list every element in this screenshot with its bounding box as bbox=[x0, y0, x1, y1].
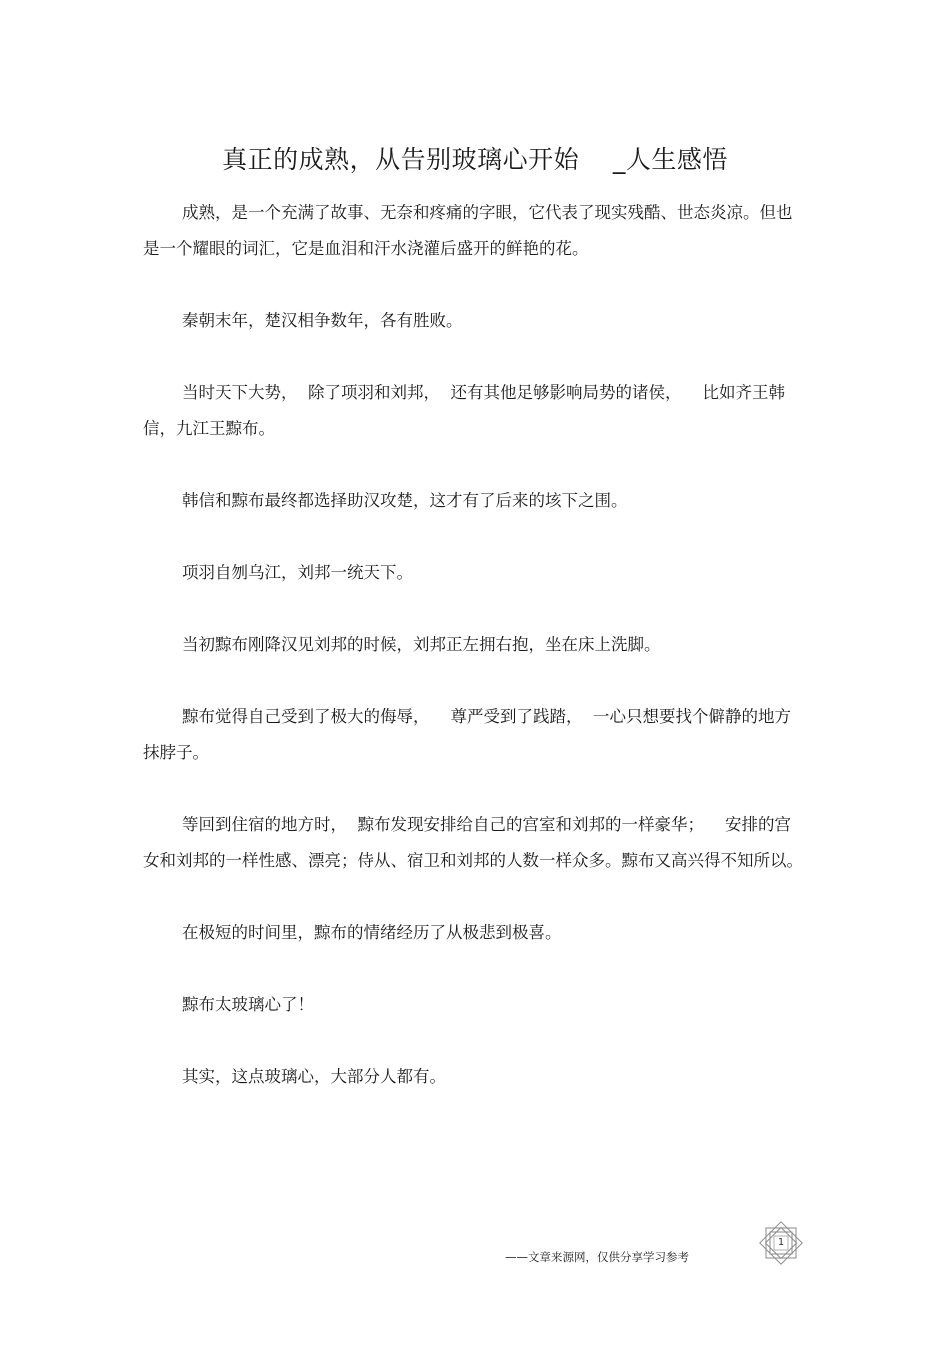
paragraph: 黥布觉得自己受到了极大的侮辱， 尊严受到了践踏， 一心只想要找个僻静的地方抹脖子。 bbox=[143, 707, 791, 762]
paragraph: 项羽自刎乌江，刘邦一统天下。 bbox=[182, 563, 413, 582]
paragraph: 成熟，是一个充满了故事、无奈和疼痛的字眼，它代表了现实残酷、世态炎凉。但也是一个耀眼的词汇，它是血泪和汗水浇灌后盛开的鲜艳的花。 bbox=[143, 203, 793, 258]
article-body bbox=[143, 195, 803, 1095]
paragraph: 当时天下大势， 除了项羽和刘邦， 还有其他足够影响局势的诸侯， 比如齐王韩信，九江王黥布。 bbox=[143, 383, 785, 438]
paragraph: 其实，这点玻璃心，大部分人都有。 bbox=[182, 1067, 446, 1086]
paragraph: 在极短的时间里，黥布的情绪经历了从极悲到极喜。 bbox=[182, 923, 562, 942]
page-number: 1 bbox=[777, 1237, 785, 1248]
paragraph: 韩信和黥布最终都选择助汉攻楚，这才有了后来的垓下之围。 bbox=[182, 491, 628, 510]
footer-source-note: ——文章来源网，仅供分享学习参考 bbox=[505, 1250, 689, 1264]
paragraph: 秦朝末年，楚汉相争数年，各有胜败。 bbox=[182, 311, 463, 330]
paragraph: 当初黥布刚降汉见刘邦的时候，刘邦正左拥右抱，坐在床上洗脚。 bbox=[182, 635, 661, 654]
paragraph: 等回到住宿的地方时， 黥布发现安排给自己的宫室和刘邦的一样豪华； 安排的宫女和刘邦的一样性感、漂亮；侍从、宿卫和刘邦的人数一样众多。黥布又高兴得不知所以。 bbox=[143, 815, 803, 870]
page-number-badge bbox=[758, 1220, 804, 1266]
paragraph: 黥布太玻璃心了！ bbox=[182, 995, 314, 1014]
page-title: 真正的成熟，从告别玻璃心开始 _人生感悟 bbox=[222, 145, 728, 174]
